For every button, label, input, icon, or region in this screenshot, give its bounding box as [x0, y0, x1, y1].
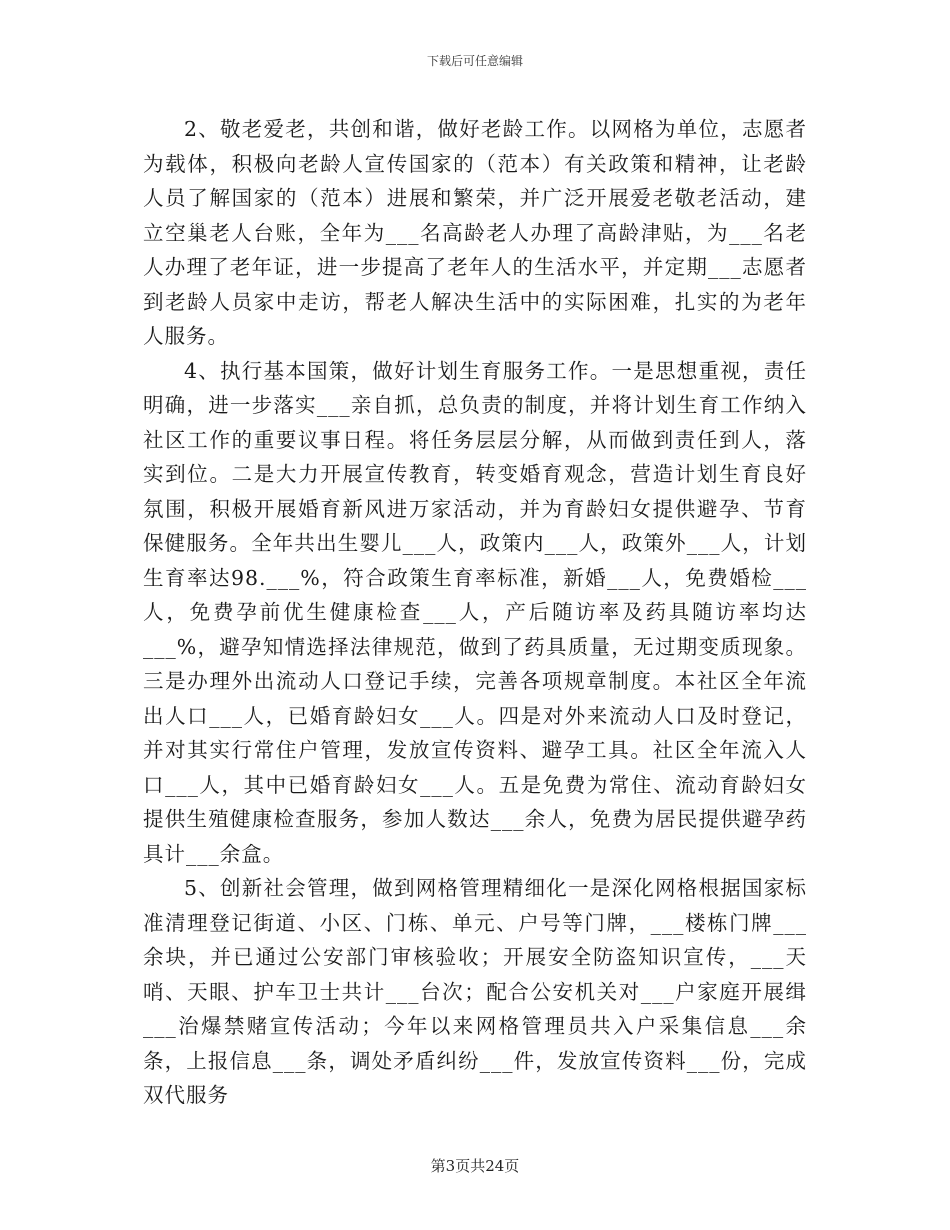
- page-number: 第3页共24页: [430, 1157, 520, 1175]
- document-body: [143, 112, 807, 1113]
- paragraph-elderly-work: 2、敬老爱老，共创和谐，做好老龄工作。以网格为单位，志愿者为载体，积极向老龄人宣传国家的（范本）有关政策和精神，让老龄人员了解国家的（范本）进展和繁荣，并广泛开展爱老敬老活动，建立空巢老人台账，全年为___名高龄老人办理了高龄津贴，为___名老人办理了老年证，进一步提高了老年人的生活水平，并定期___志愿者到老龄人员家中走访，帮老人解决生活中的实际困难，扎实的为老年人服务。: [143, 117, 807, 348]
- paragraph-grid-management: 5、创新社会管理，做到网格管理精细化一是深化网格根据国家标准清理登记街道、小区、门栋、单元、户号等门牌，___楼栋门牌___余块，并已通过公安部门审核验收；开展安全防盗知识宣传，___天哨、天眼、护车卫士共计___台次；配合公安机关对___户家庭开展缉___治爆禁赌宣传活动；今年以来网格管理员共入户采集信息___余条，上报信息___条，调处矛盾纠纷___件，发放宣传资料___份，完成双代服务: [143, 876, 807, 1107]
- page-header-note: 下载后可任意编辑: [426, 54, 523, 68]
- paragraph-family-planning: 4、执行基本国策，做好计划生育服务工作。一是思想重视，责任明确，进一步落实___亲自抓，总负责的制度，并将计划生育工作纳入社区工作的重要议事日程。将任务层层分解，从而做到责任到人，落实到位。二是大力开展宣传教育，转变婚育观念，营造计划生育良好氛围，积极开展婚育新风进万家活动，并为育龄妇女提供避孕、节育保健服务。全年共出生婴儿___人，政策内___人，政策外___人，计划生育率达98.___%，符合政策生育率标准，新婚___人，免费婚检___人，免费孕前优生健康检查___人，产后随访率及药具随访率均达___%，避孕知情选择法律规范，做到了药具质量，无过期变质现象。三是办理外出流动人口登记手续，完善各项规章制度。本社区全年流出人口___人，已婚育龄妇女___人。四是对外来流动人口及时登记，并对其实行常住户管理，发放宣传资料、避孕工具。社区全年流入人口___人，其中已婚育龄妇女___人。五是免费为常住、流动育龄妇女提供生殖健康检查服务，参加人数达___余人，免费为居民提供避孕药具计___余盒。: [143, 358, 807, 866]
